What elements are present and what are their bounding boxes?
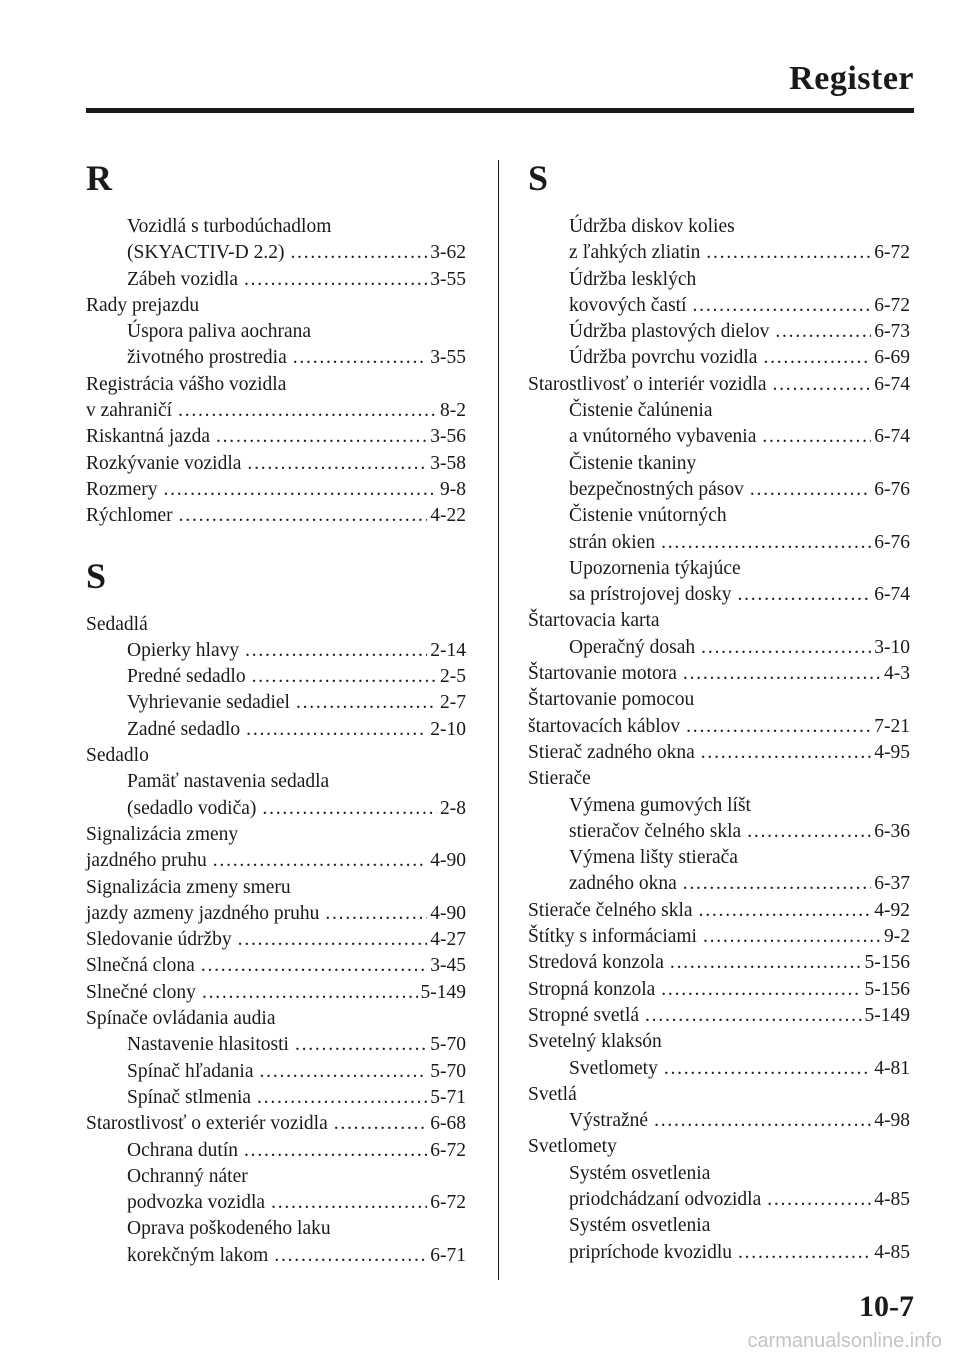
entry-text: priodchádzaní odvozidla [569, 1188, 762, 1210]
index-subentry [528, 398, 910, 424]
entry-text: Vyhrievanie sedadiel [127, 692, 290, 714]
page-number: 10-7 [859, 1290, 914, 1323]
index-entry [86, 1006, 466, 1032]
entry-text: Stropné svetlá [528, 1004, 640, 1026]
index-subentry [528, 582, 910, 608]
dot-leader [238, 927, 428, 953]
entry-text: Štartovacia karta [528, 610, 660, 632]
entry-text: Zadné sedadlo [127, 718, 241, 740]
entry-page-ref: 6-36 [874, 820, 910, 842]
index-subentry [528, 1056, 910, 1082]
index-subentry [86, 769, 466, 795]
dot-leader [325, 901, 427, 927]
entry-text: Stierač zadného okna [528, 741, 695, 763]
dot-leader [274, 1243, 427, 1269]
entry-page-ref: 5-156 [864, 978, 910, 1000]
entry-page-ref: 2-5 [440, 666, 466, 688]
entry-page-ref: 6-71 [430, 1244, 466, 1266]
entry-page-ref: 8-2 [440, 400, 466, 422]
index-subentry [528, 871, 910, 897]
index-subentry [528, 635, 910, 661]
dot-leader [750, 477, 871, 503]
dot-leader [683, 871, 872, 897]
entry-text: Rozkývanie vozidla [86, 452, 242, 474]
entry-page-ref: 6-76 [874, 531, 910, 553]
index-subentry [86, 345, 466, 371]
entry-page-ref: 3-55 [430, 347, 466, 369]
index-subentry [528, 1161, 910, 1187]
index-entry [528, 714, 910, 740]
entry-text: strán okien [569, 531, 656, 553]
index-entry [528, 950, 910, 976]
entry-text: Údržba lesklých [569, 268, 697, 290]
dot-leader [245, 638, 427, 664]
entry-text: Zábeh vozidla [127, 268, 238, 290]
entry-page-ref: 3-45 [430, 955, 466, 977]
index-entry [86, 612, 466, 638]
entry-text: Nastavenie hlasitosti [127, 1034, 289, 1056]
index-entry [86, 901, 466, 927]
dot-leader [295, 1032, 427, 1058]
entry-text: štartovacích káblov [528, 715, 681, 737]
dot-leader [247, 451, 427, 477]
entry-text: Rady prejazdu [86, 294, 200, 316]
index-entry [86, 503, 466, 529]
entry-page-ref: 7-21 [874, 715, 910, 737]
entry-page-ref: 6-68 [430, 1113, 466, 1135]
dot-leader [762, 424, 871, 450]
entry-text: Ochrana dutín [127, 1139, 239, 1161]
entry-page-ref: 4-81 [874, 1057, 910, 1079]
index-subentry [528, 214, 910, 240]
entry-page-ref: 5-149 [420, 981, 466, 1003]
dot-leader [262, 796, 437, 822]
entry-text: Predné sedadlo [127, 666, 246, 688]
entry-page-ref: 3-56 [430, 426, 466, 448]
entry-text: Ochranný náter [127, 1165, 248, 1187]
dot-leader [773, 372, 872, 398]
index-subentry [528, 819, 910, 845]
dot-leader [246, 717, 427, 743]
entry-page-ref: 4-90 [430, 850, 466, 872]
index-entry [86, 398, 466, 424]
index-entry [86, 875, 466, 901]
index-subentry [528, 1240, 910, 1266]
entry-text: Opierky hlavy [127, 639, 240, 661]
index-column-right [528, 156, 910, 1266]
index-entry [86, 451, 466, 477]
index-entry [86, 293, 466, 319]
entry-text: (sedadlo vodiča) [127, 797, 257, 819]
entry-text: Svetlomety [569, 1057, 658, 1079]
entry-text: pripríchode kvozidlu [569, 1241, 732, 1263]
entry-text: a vnútorného vybavenia [569, 426, 757, 448]
entry-page-ref: 3-55 [430, 268, 466, 290]
entry-text: Svetlomety [528, 1136, 617, 1158]
entry-text: sa prístrojovej dosky [569, 584, 732, 606]
entry-text: Svetlá [528, 1083, 577, 1105]
dot-leader [747, 819, 871, 845]
index-subentry [86, 1164, 466, 1190]
dot-leader [775, 319, 871, 345]
entry-text: Sedadlo [86, 745, 149, 767]
index-subentry [86, 664, 466, 690]
index-entry [528, 977, 910, 1003]
entry-page-ref: 6-72 [874, 294, 910, 316]
entry-text: Rýchlomer [86, 505, 173, 527]
entry-page-ref: 4-85 [874, 1241, 910, 1263]
entry-text: Upozornenia týkajúce [569, 557, 741, 579]
entry-text: Signalizácia zmeny smeru [86, 876, 291, 898]
dot-leader [661, 977, 861, 1003]
section-letter: R [86, 158, 112, 198]
entry-page-ref: 6-72 [430, 1192, 466, 1214]
index-subentry [528, 319, 910, 345]
entry-text: Signalizácia zmeny [86, 823, 239, 845]
entry-page-ref: 5-149 [864, 1004, 910, 1026]
dot-leader [767, 1187, 871, 1213]
index-subentry [86, 240, 466, 266]
index-entry [86, 743, 466, 769]
index-column-left [86, 156, 466, 1269]
entry-text: Oprava poškodeného laku [127, 1218, 331, 1240]
watermark: carmanualsonline.info [747, 1330, 942, 1352]
dot-leader [213, 848, 427, 874]
dot-leader [178, 398, 437, 424]
dot-leader [654, 1108, 871, 1134]
index-entry [86, 848, 466, 874]
section-letter: S [86, 555, 107, 596]
index-subentry [86, 1085, 466, 1111]
entry-text: Čistenie tkaniny [569, 452, 697, 474]
entry-page-ref: 6-72 [874, 242, 910, 264]
entry-text: Spínač stlmenia [127, 1086, 252, 1108]
entry-page-ref: 6-37 [874, 873, 910, 895]
entry-text: Údržba plastových dielov [569, 321, 770, 343]
index-entry [528, 898, 910, 924]
index-entry [86, 1111, 466, 1137]
dot-leader [737, 582, 871, 608]
entry-page-ref: 6-76 [874, 478, 910, 500]
dot-leader [179, 503, 428, 529]
dot-leader [216, 424, 427, 450]
index-entry [86, 953, 466, 979]
entry-text: jazdy azmeny jazdného pruhu [86, 902, 320, 924]
entry-page-ref: 9-8 [440, 478, 466, 500]
entry-page-ref: 4-27 [430, 929, 466, 951]
index-subentry [86, 1138, 466, 1164]
entry-text: zadného okna [569, 873, 677, 895]
entry-text: Slnečná clona [86, 955, 195, 977]
dot-leader [244, 1138, 427, 1164]
dot-leader [701, 740, 871, 766]
index-subentry [528, 451, 910, 477]
index-entry [528, 661, 910, 687]
dot-leader [686, 714, 871, 740]
index-entry [528, 740, 910, 766]
dot-leader [670, 950, 862, 976]
index-entry [528, 1029, 910, 1055]
index-entry [528, 1134, 910, 1160]
index-subentry [528, 556, 910, 582]
entry-text: Vozidlá s turbodúchadlom [127, 216, 332, 237]
dot-leader [701, 635, 871, 661]
entry-text: jazdného pruhu [86, 850, 207, 872]
entry-page-ref: 4-95 [874, 741, 910, 763]
entry-page-ref: 3-58 [430, 452, 466, 474]
entry-text: Svetelný klaksón [528, 1031, 662, 1053]
index-entry [528, 1003, 910, 1029]
entry-text: Čistenie vnútorných [569, 505, 727, 527]
entry-text: Spínače ovládania audia [86, 1008, 276, 1030]
entry-text: Údržba povrchu vozidla [569, 347, 758, 369]
entry-text: Systém osvetlenia [569, 1162, 711, 1184]
entry-text: Slnečné clony [86, 981, 196, 1003]
dot-leader [661, 530, 871, 556]
entry-text: Sledovanie údržby [86, 929, 232, 951]
entry-page-ref: 2-14 [430, 639, 466, 661]
index-entry [86, 927, 466, 953]
index-entry [528, 924, 910, 950]
entry-text: Starostlivosť o interiér vozidla [528, 373, 767, 395]
entry-page-ref: 4-85 [874, 1188, 910, 1210]
entry-text: z ľahkých zliatin [569, 242, 701, 264]
index-subentry [528, 293, 910, 319]
page-title: Register [789, 60, 914, 97]
entry-page-ref: 5-70 [430, 1034, 466, 1056]
index-subentry [528, 267, 910, 293]
entry-page-ref: 2-8 [440, 797, 466, 819]
entry-page-ref: 3-62 [430, 242, 466, 264]
entry-text: Údržba diskov kolies [569, 216, 735, 237]
index-subentry [528, 530, 910, 556]
index-subentry [528, 240, 910, 266]
entry-text: Štítky s informáciami [528, 926, 697, 948]
entry-page-ref: 5-71 [430, 1086, 466, 1108]
entry-page-ref: 6-74 [874, 373, 910, 395]
index-entry [86, 980, 466, 1006]
entry-text: korekčným lakom [127, 1244, 269, 1266]
index-subentry [86, 796, 466, 822]
entry-page-ref: 5-70 [430, 1060, 466, 1082]
entry-text: Stierače [528, 768, 591, 790]
entry-text: podvozka vozidla [127, 1192, 266, 1214]
index-subentry [528, 1108, 910, 1134]
index-subentry [86, 267, 466, 293]
index-entry [528, 1082, 910, 1108]
index-entry [86, 372, 466, 398]
entry-text: Pamäť nastavenia sedadla [127, 771, 330, 793]
dot-leader [699, 898, 872, 924]
dot-leader [252, 664, 437, 690]
dot-leader [296, 690, 437, 716]
index-entry [86, 477, 466, 503]
header-rule [86, 108, 914, 113]
index-entry [86, 822, 466, 848]
dot-leader [244, 267, 427, 293]
index-subentry [528, 424, 910, 450]
index-subentry [528, 845, 910, 871]
entry-text: Výstražné [569, 1110, 649, 1132]
entry-text: (SKYACTIV-D 2.2) [127, 242, 285, 264]
index-subentry [86, 1059, 466, 1085]
dot-leader [334, 1111, 428, 1137]
index-entry [528, 372, 910, 398]
section-letter: S [528, 158, 549, 198]
entry-text: Sedadlá [86, 613, 148, 635]
entry-page-ref: 2-10 [430, 718, 466, 740]
entry-text: Stropná konzola [528, 978, 656, 1000]
entry-text: Riskantná jazda [86, 426, 210, 448]
index-subentry [528, 1187, 910, 1213]
dot-leader [163, 477, 437, 503]
dot-leader [257, 1085, 427, 1111]
dot-leader [683, 661, 881, 687]
index-subentry [86, 1032, 466, 1058]
index-entry [86, 424, 466, 450]
entry-text: Registrácia vášho vozidla [86, 373, 287, 395]
dot-leader [763, 345, 871, 371]
entry-page-ref: 6-73 [874, 321, 910, 343]
entry-text: Stredová konzola [528, 952, 664, 974]
entry-text: Systém osvetlenia [569, 1215, 711, 1237]
entry-text: Operačný dosah [569, 636, 696, 658]
index-entry [528, 687, 910, 713]
dot-leader [260, 1059, 428, 1085]
index-subentry [86, 690, 466, 716]
index-subentry [528, 793, 910, 819]
dot-leader [202, 980, 418, 1006]
entry-page-ref: 6-72 [430, 1139, 466, 1161]
dot-leader [290, 240, 427, 266]
index-subentry [86, 1243, 466, 1269]
index-subentry [86, 638, 466, 664]
entry-page-ref: 9-2 [884, 926, 910, 948]
entry-page-ref: 6-74 [874, 584, 910, 606]
dot-leader [738, 1240, 871, 1266]
entry-page-ref: 4-90 [430, 902, 466, 924]
index-subentry [86, 214, 466, 240]
dot-leader [703, 924, 881, 950]
entry-text: Rozmery [86, 478, 158, 500]
entry-page-ref: 6-74 [874, 426, 910, 448]
entry-text: Spínač hľadania [127, 1060, 254, 1082]
index-subentry [86, 1216, 466, 1242]
dot-leader [271, 1190, 427, 1216]
index-subentry [528, 1213, 910, 1239]
index-subentry [528, 477, 910, 503]
entry-text: Štartovanie pomocou [528, 689, 695, 711]
dot-leader [706, 240, 871, 266]
index-subentry [86, 319, 466, 345]
entry-page-ref: 4-3 [884, 663, 910, 685]
index-subentry [86, 1190, 466, 1216]
index-subentry [86, 717, 466, 743]
entry-page-ref: 6-69 [874, 347, 910, 369]
entry-text: kovových častí [569, 294, 687, 316]
entry-text: bezpečnostných pásov [569, 478, 744, 500]
entry-text: v zahraničí [86, 400, 173, 422]
index-subentry [528, 345, 910, 371]
entry-page-ref: 4-98 [874, 1110, 910, 1132]
entry-page-ref: 5-156 [864, 952, 910, 974]
dot-leader [664, 1056, 871, 1082]
entry-text: Stierače čelného skla [528, 899, 693, 921]
entry-page-ref: 4-22 [430, 505, 466, 527]
entry-text: Výmena lišty stierača [569, 847, 738, 869]
index-entry [528, 608, 910, 634]
entry-text: Čistenie čalúnenia [569, 400, 713, 422]
column-divider [498, 160, 499, 1280]
entry-text: Štartovanie motora [528, 663, 677, 685]
entry-page-ref: 3-10 [874, 636, 910, 658]
entry-text: životného prostredia [127, 347, 287, 369]
index-entry [528, 766, 910, 792]
dot-leader [293, 345, 428, 371]
dot-leader [693, 293, 872, 319]
entry-page-ref: 2-7 [440, 692, 466, 714]
entry-page-ref: 4-92 [874, 899, 910, 921]
dot-leader [201, 953, 427, 979]
entry-text: Úspora paliva aochrana [127, 321, 312, 343]
entry-text: Výmena gumových líšt [569, 794, 751, 816]
entry-text: Starostlivosť o exteriér vozidla [86, 1113, 328, 1135]
dot-leader [645, 1003, 861, 1029]
entry-text: stieračov čelného skla [569, 820, 742, 842]
index-subentry [528, 503, 910, 529]
